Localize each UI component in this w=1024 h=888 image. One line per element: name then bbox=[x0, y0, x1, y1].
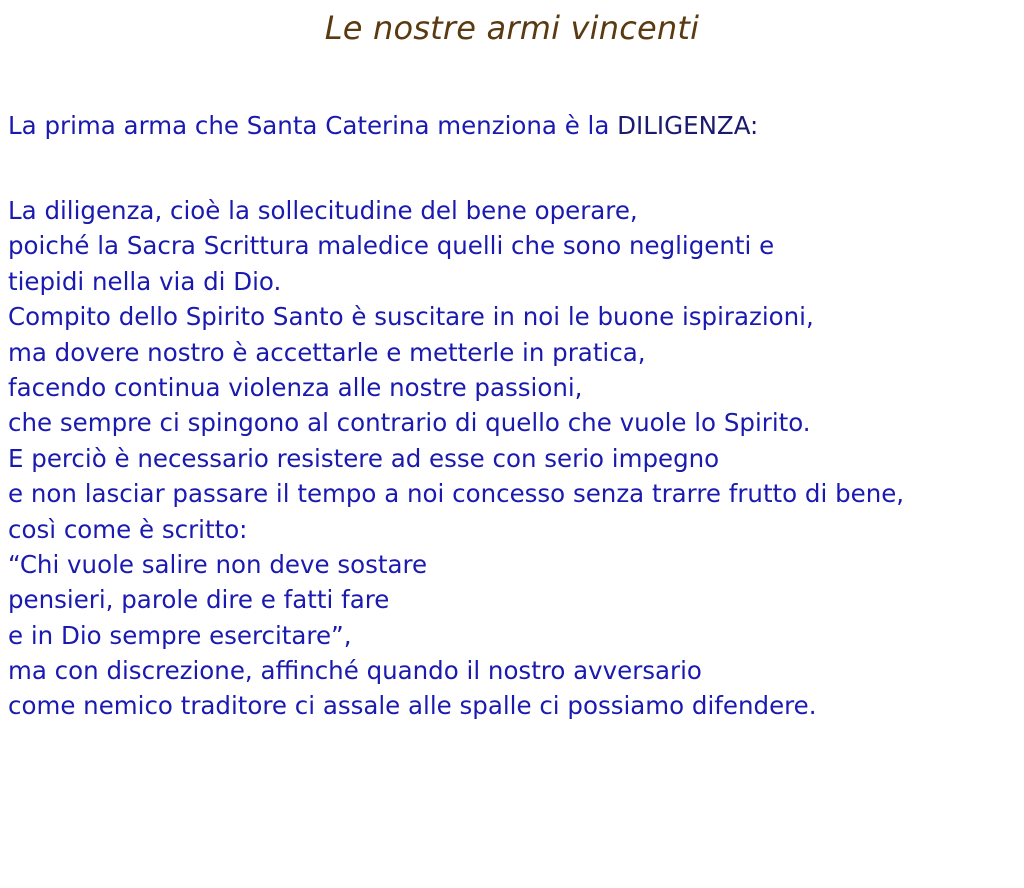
text-line: pensieri, parole dire e fatti fare bbox=[8, 585, 390, 615]
text-line: E perciò è necessario resistere ad esse con serio impegno bbox=[8, 443, 720, 473]
text-line: La diligenza, cioè la sollecitudine del bene operare, bbox=[8, 196, 638, 225]
body-text bbox=[8, 193, 904, 724]
text-line: ma dovere nostro è accettarle e metterle in pratica, bbox=[8, 337, 646, 367]
intro-keyword: DILIGENZA bbox=[617, 111, 751, 140]
text-line: come nemico traditore ci assale alle spalle ci possiamo difendere. bbox=[8, 691, 817, 721]
text-line: Compito dello Spirito Santo è suscitare in noi le buone ispirazioni, bbox=[8, 302, 814, 332]
text-line: e in Dio sempre esercitare”, bbox=[8, 620, 352, 650]
text-line: tiepidi nella via di Dio. bbox=[8, 266, 282, 296]
text-line: che sempre ci spingono al contrario di quello che vuole lo Spirito. bbox=[8, 408, 811, 438]
text-line: facendo continua violenza alle nostre passioni, bbox=[8, 372, 583, 402]
intro-paragraph bbox=[8, 108, 758, 144]
page-title: Le nostre armi vincenti bbox=[324, 9, 700, 47]
text-line: ma con discrezione, affinché quando il nostro avversario bbox=[8, 656, 702, 686]
text-line: “Chi vuole salire non deve sostare bbox=[8, 549, 428, 579]
text-line: poiché la Sacra Scrittura maledice quelli che sono negligenti e bbox=[8, 231, 775, 261]
text-line: e non lasciar passare il tempo a noi concesso senza trarre frutto di bene, bbox=[8, 479, 905, 509]
intro-suffix: : bbox=[750, 111, 759, 140]
intro-text: La prima arma che Santa Caterina menziona è la bbox=[8, 111, 618, 140]
text-line: così come è scritto: bbox=[8, 514, 248, 544]
